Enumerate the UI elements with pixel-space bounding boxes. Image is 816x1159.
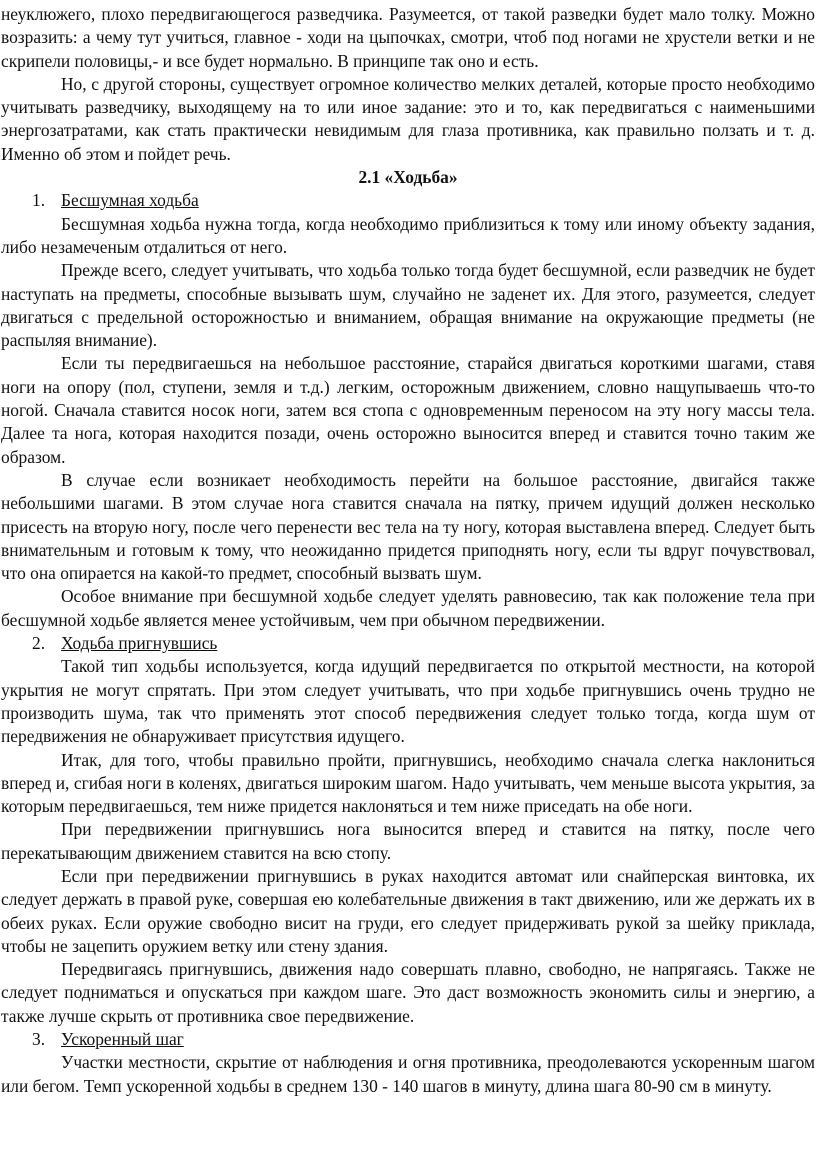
list-number: 2. — [32, 633, 46, 654]
list-heading-silent-walk — [1, 189, 815, 212]
body-paragraph: В случае если возникает необходимость перейти на большое расстояние, двигайся также небольшими шагами. В этом случае нога ставится сначала на пятку, причем идущий должен несколько присесть на вторую ногу, после чего перенести вес тела на ту ногу, которая выставлена вперед. Следует быть внимательным и готовым к тому, что неожиданно придется приподнять ногу, если ты вдруг почувствовал, что она опирается на какой-то предмет, способный вызвать шум. — [1, 469, 815, 584]
body-paragraph: Бесшумная ходьба нужна тогда, когда необходимо приблизиться к тому или иному объекту задания, либо незамеченым отдалиться от него. — [1, 213, 815, 257]
list-heading-text: Бесшумная ходьба — [61, 190, 199, 211]
body-paragraph: Прежде всего, следует учитывать, что ходьба только тогда будет бесшумной, если разведчик не будет наступать на предметы, способные вызывать шум, случайно не заденет их. Для этого, разумеется, следует двигаться с предельной осторожностью и вниманием, обращая внимание на окружающие предметы (не распыляя внимание). — [1, 260, 815, 351]
list-heading-text: Ходьба пригнувшись — [61, 633, 218, 654]
body-paragraph: Итак, для того, чтобы правильно пройти, пригнувшись, необходимо сначала слегка наклониться вперед и, сгибая ноги в коленях, двигаться широким шагом. Надо учитывать, чем меньше высота укрытия, за которым передвигаешься, тем ниже придется наклоняться и тем ниже приседать на обе ноги. — [1, 749, 815, 817]
list-heading-text: Ускоренный шаг — [61, 1029, 184, 1050]
body-paragraph: Передвигаясь пригнувшись, движения надо совершать плавно, свободно, не напрягаясь. Также не следует подниматься и опускаться при каждом шаге. Это даст возможность экономить силы и энергию, а также лучше скрыть от противника свое передвижение. — [1, 959, 815, 1026]
body-paragraph: неуклюжего, плохо передвигающегося разведчика. Разумеется, от такой разведки будет мало толку. Можно возразить: а чему тут учиться, главное - ходи на цыпочках, смотри, чтоб под ногами не хрустели ветки и не скрипели половицы,- и все будет нормально. В принципе так оно и есть. — [1, 4, 815, 71]
body-paragraph: Если ты передвигаешься на небольшое расстояние, старайся двигаться короткими шагами, ставя ноги на опору (пол, ступени, земля и т.д.) легким, осторожным движением, словно нащупываешь что-то ногой. Сначала ставится носок ноги, затем вся стопа с одновременным переносом на эту ногу массы тела. Далее та нога, которая находится позади, очень осторожно выносится вперед и ставится точно таким же образом. — [1, 353, 815, 467]
body-paragraph: Участки местности, скрытие от наблюдения и огня противника, преодолеваются ускоренным шагом или бегом. Темп ускоренной ходьбы в среднем 130 - 140 шагов в минуту, длина шага 80-90 см в минуту. — [1, 1052, 815, 1096]
body-paragraph: Такой тип ходьбы используется, когда идущий передвигается по открытой местности, на которой укрытия не могут спрятать. При этом следует учитывать, что при ходьбе пригнувшись очень трудно не производить шума, так что применять этот способ передвижения следует только тогда, когда шум от передвижения не обнаруживает присутствия идущего. — [1, 656, 815, 747]
body-paragraph: Если при передвижении пригнувшись в руках находится автомат или снайперская винтовка, их следует держать в правой руке, совершая ею колебательные движения в такт движению, или же держать их в обеих руках. Если оружие свободно висит на груди, его следует придерживать рукой за шейку приклада, чтобы не зацепить оружием ветку или стену здания. — [1, 865, 815, 956]
body-paragraph: Но, с другой стороны, существует огромное количество мелких деталей, которые просто необходимо учитывать разведчику, выходящему на то или иное задание: это и то, как передвигаться с наименьшими энергозатратами, как стать практически невидимым для глаза противника, как правильно ползать и т. д. Именно об этом и пойдет речь. — [1, 73, 815, 164]
list-number: 1. — [32, 190, 46, 211]
body-paragraph: Особое внимание при бесшумной ходьбе следует уделять равновесию, так как положение тела при бесшумной ходьбе является менее устойчивым, чем при обычном передвижении. — [1, 586, 815, 630]
list-heading-crouched-walk — [1, 632, 815, 655]
body-paragraph: При передвижении пригнувшись нога выносится вперед и ставится на пятку, после чего перекатывающим движением ставится на всю стопу. — [1, 819, 815, 863]
section-title: 2.1 «Ходьба» — [358, 167, 458, 188]
list-heading-fast-step — [1, 1028, 815, 1051]
list-number: 3. — [32, 1029, 46, 1050]
